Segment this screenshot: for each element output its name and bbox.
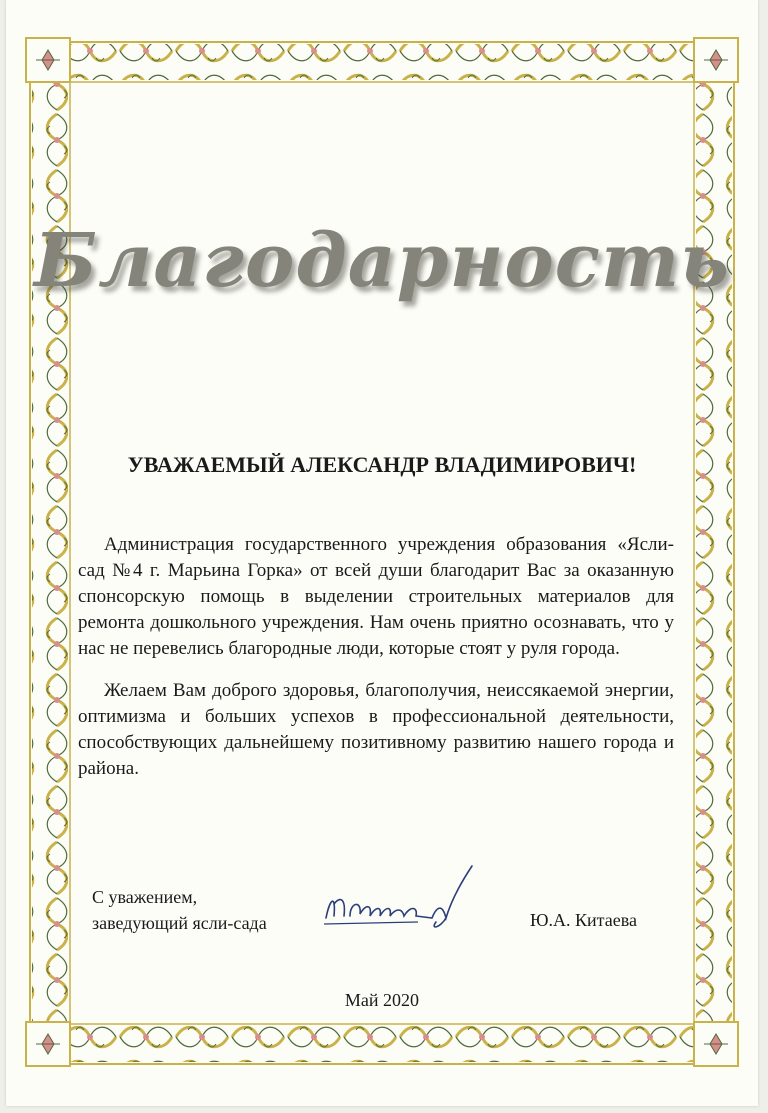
closing-block [92,884,267,936]
body-paragraph: Администрация государственного учреждения образования «Ясли-сад №4 г. Марьина Горка» от всей души благодарит Вас за оказанную спонсорскую помощь в выделении строительных материалов для ремонта дошкольного учреждения. Нам очень приятно осознавать, что у нас не перевелись благородные люди, которые стоят у руля города. [78,534,674,659]
handwritten-signature [306,858,486,938]
corner-flower-icon [26,38,70,82]
document-title: Благодарность [34,218,730,304]
corner-flower-icon [694,38,738,82]
signer-name: Ю.А. Китаева [530,910,637,930]
corner-flower-icon [26,1022,70,1066]
certificate-sheet [6,0,758,1106]
document-date: Май 2020 [344,990,420,1010]
body-paragraph: Желаем Вам доброго здоровья, благополучия, неиссякаемой энергии, оптимизма и больших успехов в профессиональной деятельности, способствующих дальнейшему позитивному развитию нашего города и района. [78,680,674,779]
corner-flower-icon [694,1022,738,1066]
signer-position: заведующий ясли-сада [92,913,267,933]
recipient-greeting: УВАЖАЕМЫЙ АЛЕКСАНДР ВЛАДИМИРОВИЧ! [127,452,637,477]
closing-line: С уважением, [92,887,198,907]
